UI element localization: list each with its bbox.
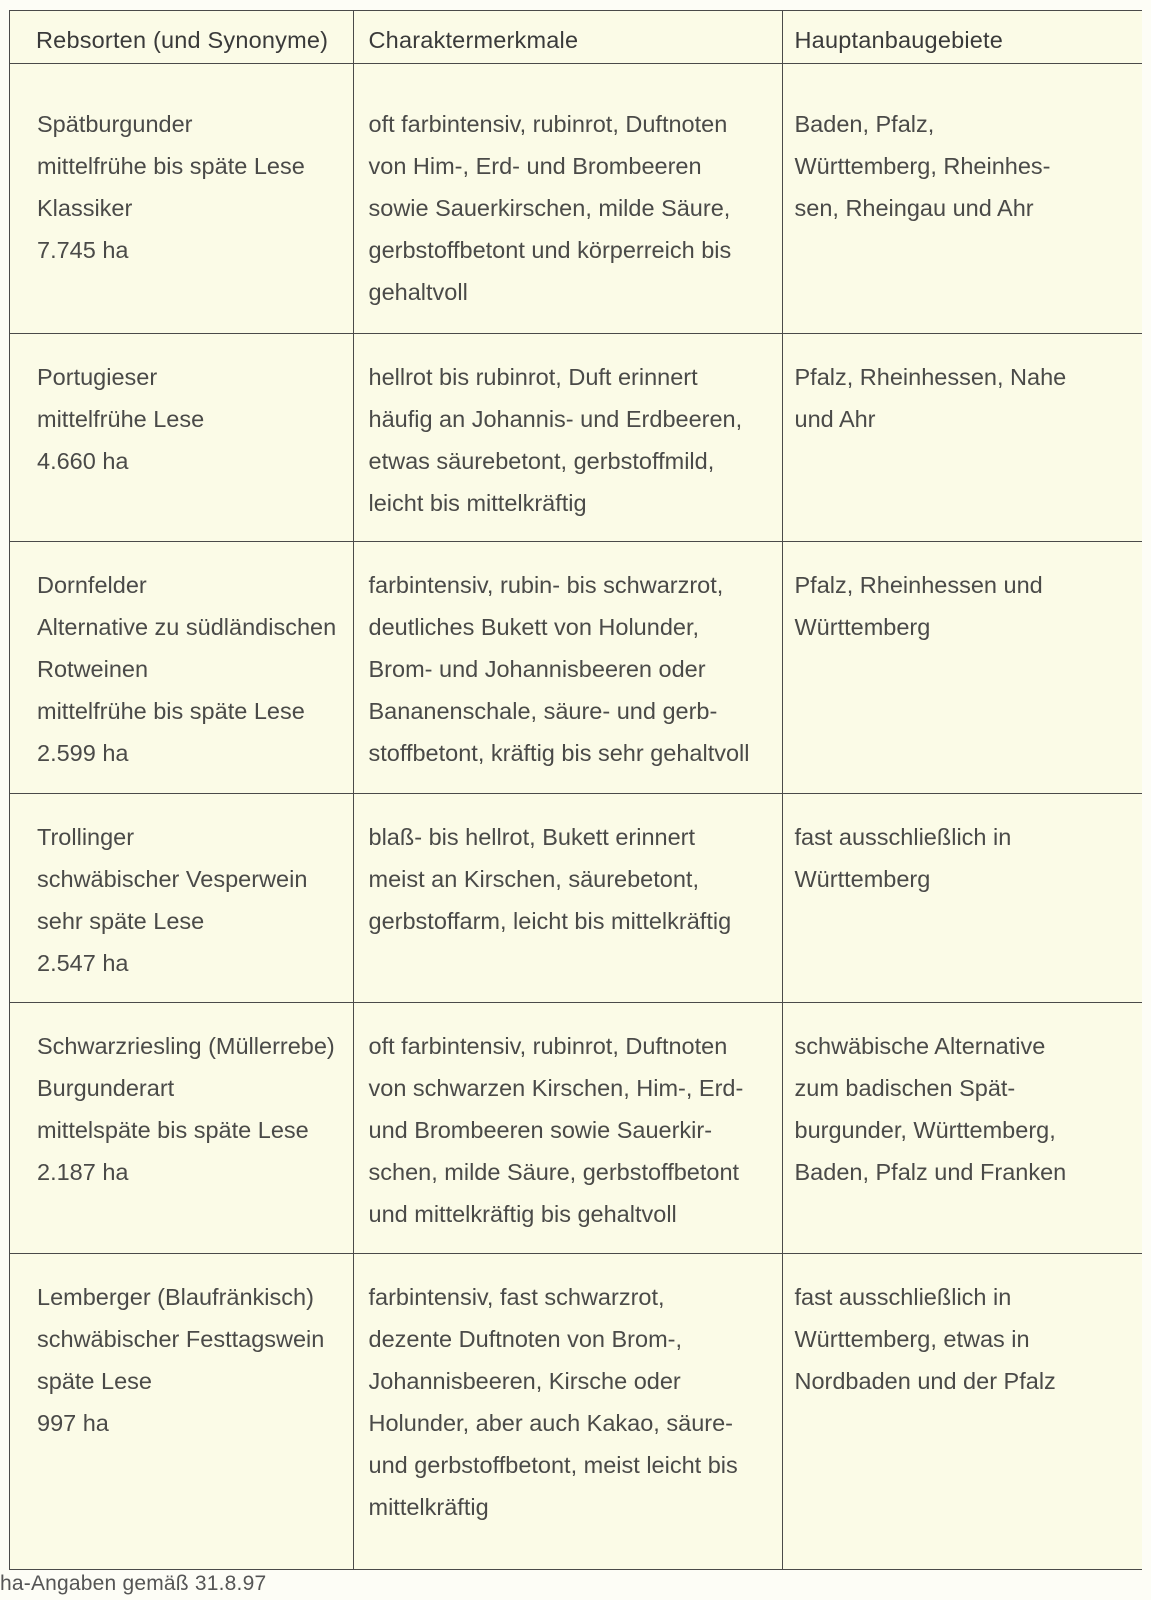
table-body (10, 63, 1142, 1569)
header-varieties: Rebsorten (und Synonyme) (10, 11, 353, 63)
variety-line: 4.660 ha (37, 447, 129, 474)
regions-cell (782, 1002, 1142, 1253)
variety-line: 997 ha (37, 1409, 109, 1436)
regions-line: burgunder, Württemberg, (794, 1116, 1056, 1143)
regions-cell (782, 793, 1142, 1002)
footnote: ha-Angaben gemäß 31.8.97 (0, 1572, 267, 1595)
regions-line: Baden, Pfalz, (794, 110, 935, 137)
variety-line: Spätburgunder (37, 110, 193, 137)
variety-line: Dornfelder (37, 571, 147, 598)
regions-line: zum badischen Spät- (794, 1074, 1016, 1101)
header-regions: Hauptanbaugebiete (782, 11, 1142, 63)
characteristics-line: und gerbstoffbetont, meist leicht bis (368, 1451, 738, 1478)
regions-line: Pfalz, Rheinhessen, Nahe (794, 363, 1067, 390)
variety-line: Portugieser (37, 363, 158, 390)
variety-line: schwäbischer Vesperwein (37, 865, 308, 892)
characteristics-line: schen, milde Säure, gerbstoffbetont (368, 1158, 740, 1185)
characteristics-line: hellrot bis rubinrot, Duft erinnert (368, 363, 698, 390)
variety-line: Alternative zu südländischen (37, 613, 337, 640)
regions-line: und Ahr (794, 405, 876, 432)
regions-line: Württemberg, etwas in (794, 1325, 1030, 1352)
characteristics-cell (353, 541, 782, 793)
characteristics-line: oft farbintensiv, rubinrot, Duftnoten (368, 1032, 728, 1059)
variety-cell (10, 333, 353, 541)
characteristics-cell (353, 1002, 782, 1253)
variety-line: mittelspäte bis späte Lese (37, 1116, 309, 1143)
characteristics-cell (353, 793, 782, 1002)
regions-cell (782, 63, 1142, 333)
characteristics-line: leicht bis mittelkräftig (368, 489, 587, 516)
characteristics-cell (353, 1253, 782, 1569)
characteristics-line: farbintensiv, rubin- bis schwarzrot, (368, 571, 724, 598)
variety-line: 2.187 ha (37, 1158, 129, 1185)
regions-line: Baden, Pfalz und Franken (794, 1158, 1067, 1185)
variety-line: Burgunderart (37, 1074, 175, 1101)
characteristics-line: und mittelkräftig bis gehaltvoll (368, 1200, 677, 1227)
characteristics-line: Johannisbeeren, Kirsche oder (368, 1367, 681, 1394)
table-row (10, 333, 1142, 541)
regions-line: Pfalz, Rheinhessen und (794, 571, 1043, 598)
regions-line: sen, Rheingau und Ahr (794, 194, 1034, 221)
table-row (10, 541, 1142, 793)
variety-cell (10, 541, 353, 793)
regions-cell (782, 1253, 1142, 1569)
characteristics-line: Bananenschale, säure- und gerb- (368, 697, 718, 724)
variety-cell (10, 793, 353, 1002)
characteristics-line: häufig an Johannis- und Erdbeeren, (368, 405, 743, 432)
characteristics-cell (353, 333, 782, 541)
characteristics-line: Brom- und Johannisbeeren oder (368, 655, 706, 682)
characteristics-line: sowie Sauerkirschen, milde Säure, (368, 194, 731, 221)
variety-line: mittelfrühe bis späte Lese (37, 697, 305, 724)
characteristics-line: gehaltvoll (368, 278, 468, 305)
regions-cell (782, 541, 1142, 793)
wine-varieties-table-container (9, 10, 1142, 1570)
characteristics-line: gerbstoffarm, leicht bis mittelkräftig (368, 907, 732, 934)
characteristics-line: blaß- bis hellrot, Bukett erinnert (368, 823, 696, 850)
characteristics-line: Holunder, aber auch Kakao, säure- (368, 1409, 733, 1436)
variety-cell (10, 1253, 353, 1569)
characteristics-line: meist an Kirschen, säurebetont, (368, 865, 699, 892)
table-row (10, 793, 1142, 1002)
variety-line: mittelfrühe Lese (37, 405, 205, 432)
characteristics-line: von Him-, Erd- und Brombeeren (368, 152, 702, 179)
variety-line: Rotweinen (37, 655, 149, 682)
variety-line: Trollinger (37, 823, 135, 850)
characteristics-line: dezente Duftnoten von Brom-, (368, 1325, 683, 1352)
characteristics-cell (353, 63, 782, 333)
characteristics-line: und Brombeeren sowie Sauerkir- (368, 1116, 713, 1143)
characteristics-line: von schwarzen Kirschen, Him-, Erd- (368, 1074, 744, 1101)
characteristics-line: mittelkräftig (368, 1493, 489, 1520)
characteristics-line: etwas säurebetont, gerbstoffmild, (368, 447, 715, 474)
table-header-row (10, 11, 1142, 63)
variety-line: Lemberger (Blaufränkisch) (37, 1283, 314, 1310)
variety-line: 2.547 ha (37, 949, 129, 976)
regions-line: Württemberg (794, 613, 931, 640)
variety-line: sehr späte Lese (37, 907, 205, 934)
regions-line: Württemberg, Rheinhes- (794, 152, 1051, 179)
variety-line: 7.745 ha (37, 236, 129, 263)
variety-line: Klassiker (37, 194, 133, 221)
characteristics-line: stoffbetont, kräftig bis sehr gehaltvoll (368, 739, 750, 766)
regions-line: schwäbische Alternative (794, 1032, 1046, 1059)
characteristics-line: farbintensiv, fast schwarzrot, (368, 1283, 665, 1310)
variety-line: schwäbischer Festtagswein (37, 1325, 325, 1352)
regions-line: Nordbaden und der Pfalz (794, 1367, 1056, 1394)
characteristics-line: gerbstoffbetont und körperreich bis (368, 236, 732, 263)
variety-line: mittelfrühe bis späte Lese (37, 152, 305, 179)
wine-varieties-table (10, 11, 1142, 1569)
table-row (10, 1002, 1142, 1253)
regions-cell (782, 333, 1142, 541)
variety-cell (10, 63, 353, 333)
variety-line: späte Lese (37, 1367, 152, 1394)
regions-line: Württemberg (794, 865, 931, 892)
characteristics-line: deutliches Bukett von Holunder, (368, 613, 700, 640)
variety-cell (10, 1002, 353, 1253)
table-row (10, 63, 1142, 333)
regions-line: fast ausschließlich in (794, 1283, 1012, 1310)
regions-line: fast ausschließlich in (794, 823, 1012, 850)
header-characteristics: Charaktermerkmale (353, 11, 782, 63)
variety-line: Schwarzriesling (Müllerrebe) (37, 1032, 335, 1059)
variety-line: 2.599 ha (37, 739, 129, 766)
table-row (10, 1253, 1142, 1569)
characteristics-line: oft farbintensiv, rubinrot, Duftnoten (368, 110, 728, 137)
